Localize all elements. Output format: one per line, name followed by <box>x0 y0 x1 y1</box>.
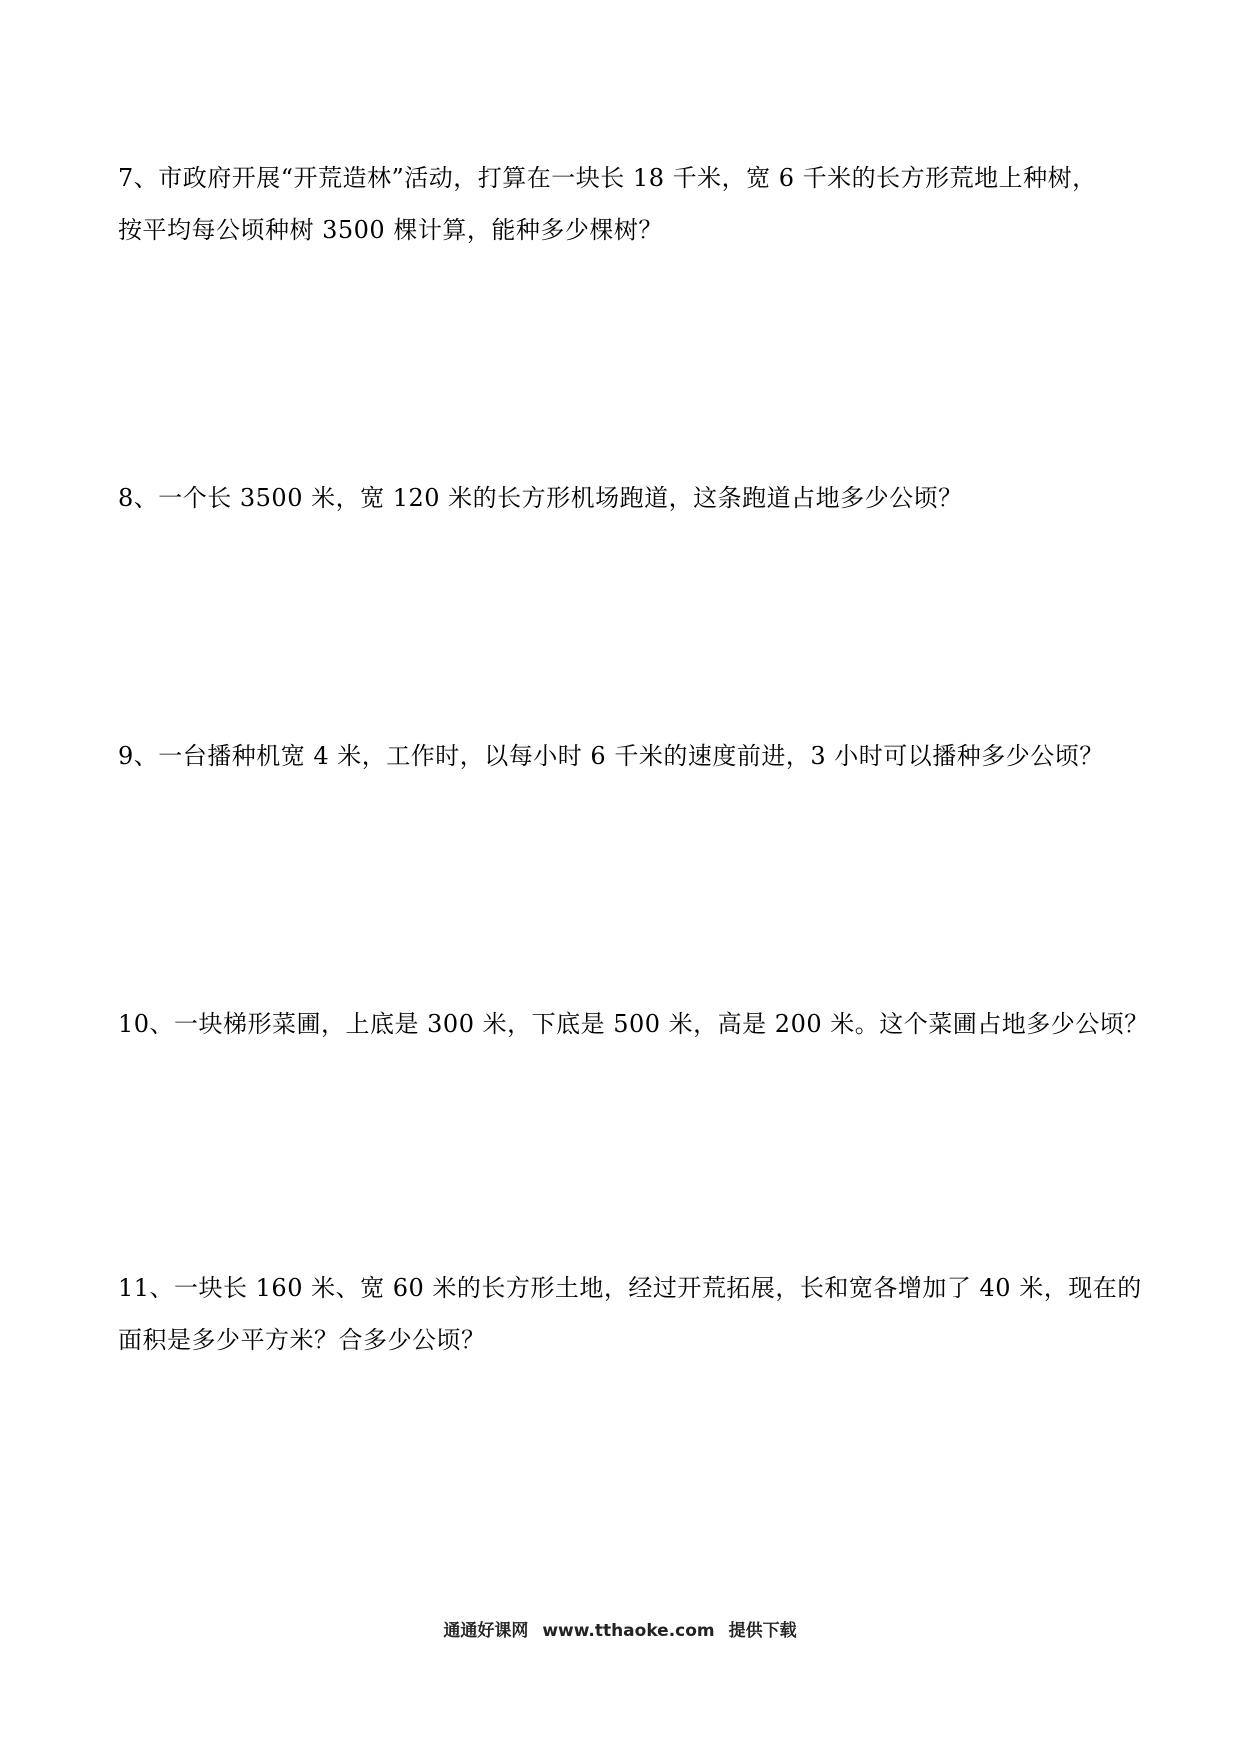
problem-11-line-1: 11、一块长 160 米、宽 60 米的长方形土地，经过开荒拓展，长和宽各增加了 40 米，现在的 <box>118 1274 1142 1302</box>
problem-11 <box>118 1262 1142 1366</box>
footer-site-name: 通通好课网 <box>443 1621 529 1641</box>
problem-7 <box>118 152 1128 256</box>
problem-9-line-1: 9、一台播种机宽 4 米，工作时，以每小时 6 千米的速度前进，3 小时可以播种多少公顷？ <box>118 742 1104 770</box>
problem-8-line-1: 8、一个长 3500 米，宽 120 米的长方形机场跑道，这条跑道占地多少公顷？ <box>118 484 963 512</box>
problem-7-line-2: 按平均每公顷种树 3500 棵计算，能种多少棵树？ <box>118 216 663 244</box>
problem-7-line-1: 7、市政府开展“开荒造林”活动，打算在一块长 18 千米，宽 6 千米的长方形荒地上种树， <box>118 164 1097 192</box>
problem-10-line-1: 10、一块梯形菜圃，上底是 300 米，下底是 500 米，高是 200 米。这个菜圃占地多少公顷？ <box>118 1010 1149 1038</box>
problem-11-line-2: 面积是多少平方米？合多少公顷？ <box>118 1326 486 1354</box>
problem-9 <box>118 730 1128 782</box>
problem-10 <box>118 998 1149 1050</box>
page-footer <box>0 1616 1240 1641</box>
footer-suffix: 提供下载 <box>728 1621 797 1641</box>
problem-8 <box>118 472 1128 524</box>
footer-url: www.tthaoke.com <box>542 1621 715 1641</box>
